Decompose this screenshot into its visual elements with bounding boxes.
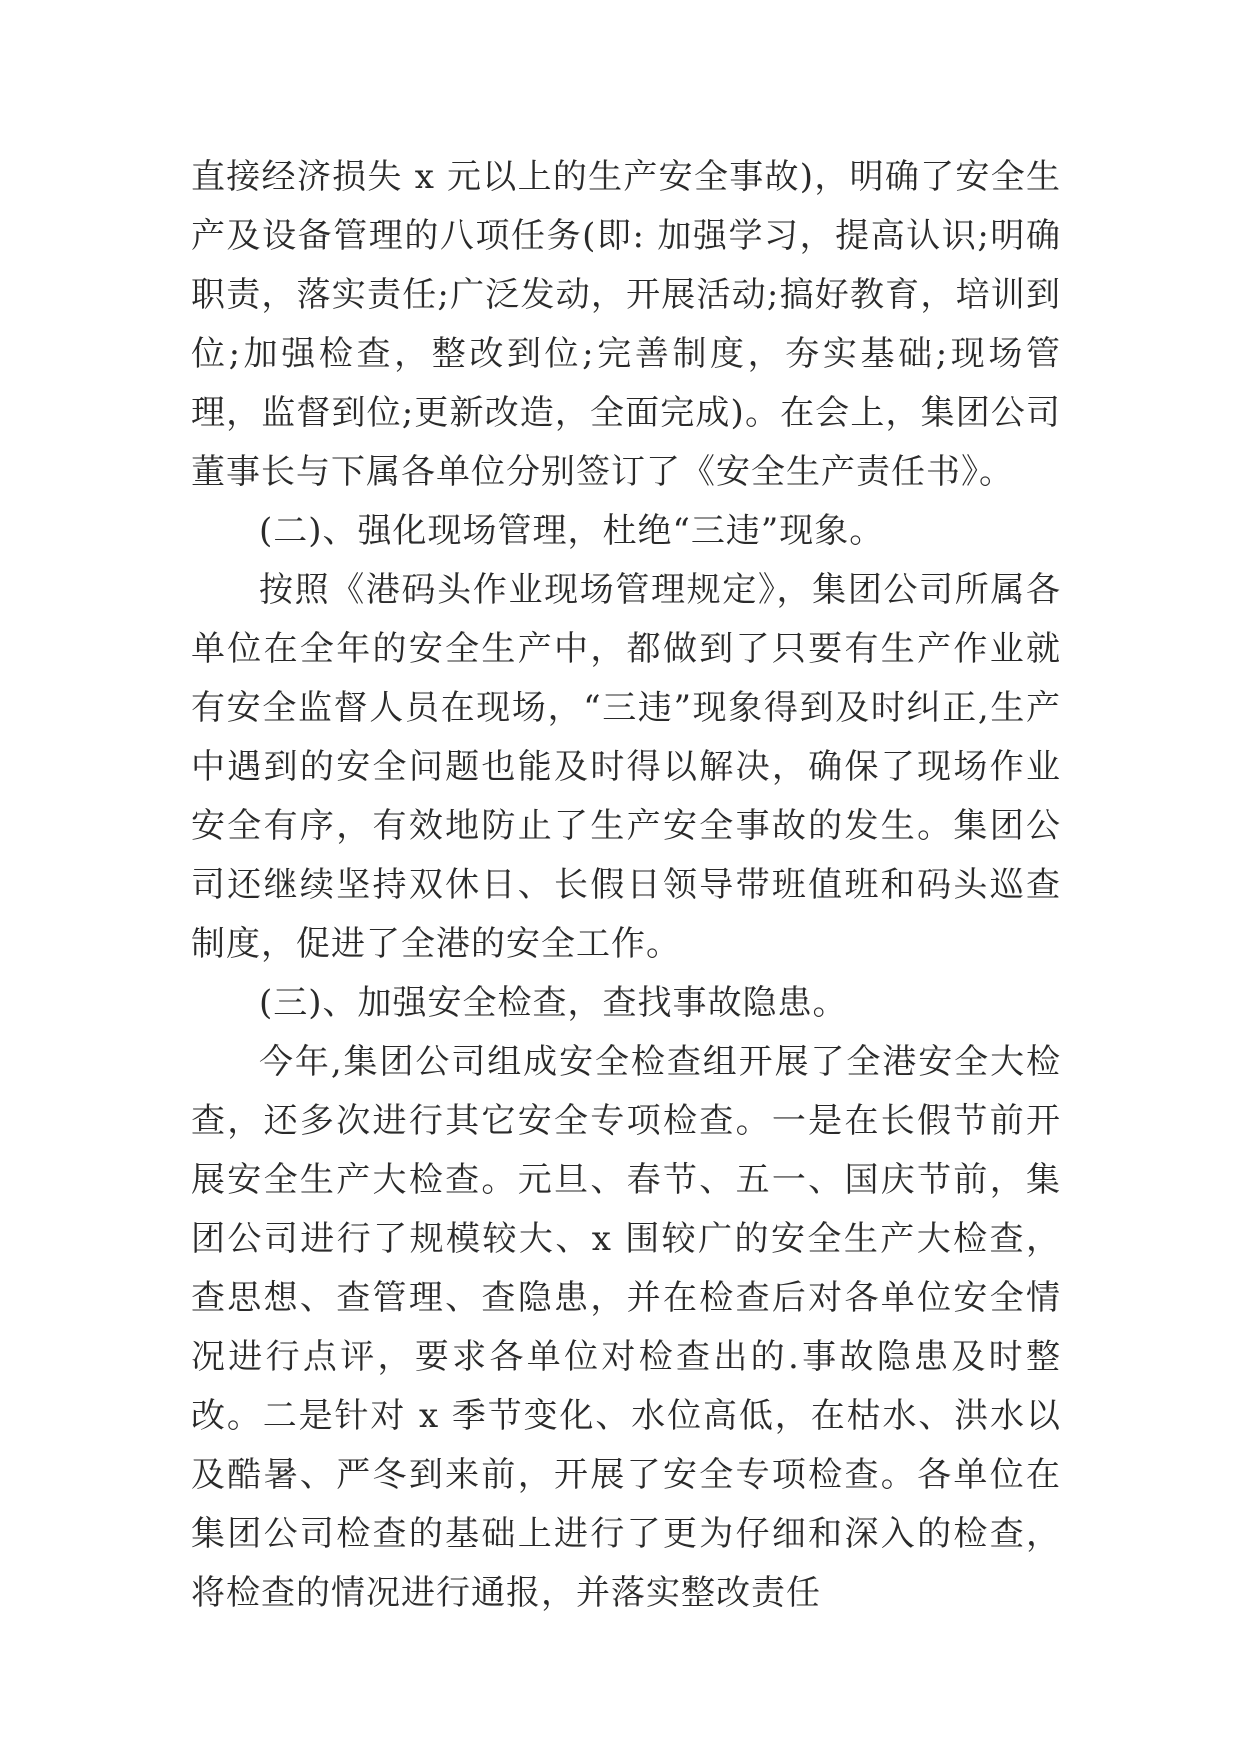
section-heading-3: (三)、加强安全检查，查找事故隐患。 <box>259 983 848 1023</box>
paragraph-safety-inspection: 今年,集团公司组成安全检查组开展了全港安全大检查，还多次进行其它安全专项检查。一是在长假节前开展安全生产大检查。元旦、春节、五一、国庆节前，集团公司进行了规模较大、x 围较广的安全生产大检查，查思想、查管理、查隐患，并在检查后对各单位安全情况进行点评，要求各单位对检查出的.事故隐患及时整改。二是针对 x 季节变化、水位高低，在枯水、洪水以及酷暑、严冬到来前，开展了安全专项检查。各单位在集团公司检查的基础上进行了更为仔细和深入的检查，将检查的情况进行通报，并落实整改责任 <box>191 1042 1061 1613</box>
paragraph-site-management: 按照《港码头作业现场管理规定》，集团公司所属各单位在全年的安全生产中，都做到了只要有生产作业就有安全监督人员在现场，“三违”现象得到及时纠正,生产中遇到的安全问题也能及时得以解决，确保了现场作业安全有序，有效地防止了生产安全事故的发生。集团公司还继续坚持双休日、长假日领导带班值班和码头巡查制度，促进了全港的安全工作。 <box>191 570 1061 964</box>
section-heading-2: (二)、强化现场管理，杜绝“三违”现象。 <box>259 511 885 551</box>
document-body <box>191 148 1061 1623</box>
paragraph-task-list: 直接经济损失 x 元以上的生产安全事故)，明确了安全生产及设备管理的八项任务(即: 加强学习，提高认识;明确职责，落实责任;广泛发动，开展活动;搞好教育，培训到位;加强检查，整改到位;完善制度，夯实基础;现场管理，监督到位;更新改造，全面完成)。在会上，集团公司董事长与下属各单位分别签订了《安全生产责任书》。 <box>191 157 1061 492</box>
